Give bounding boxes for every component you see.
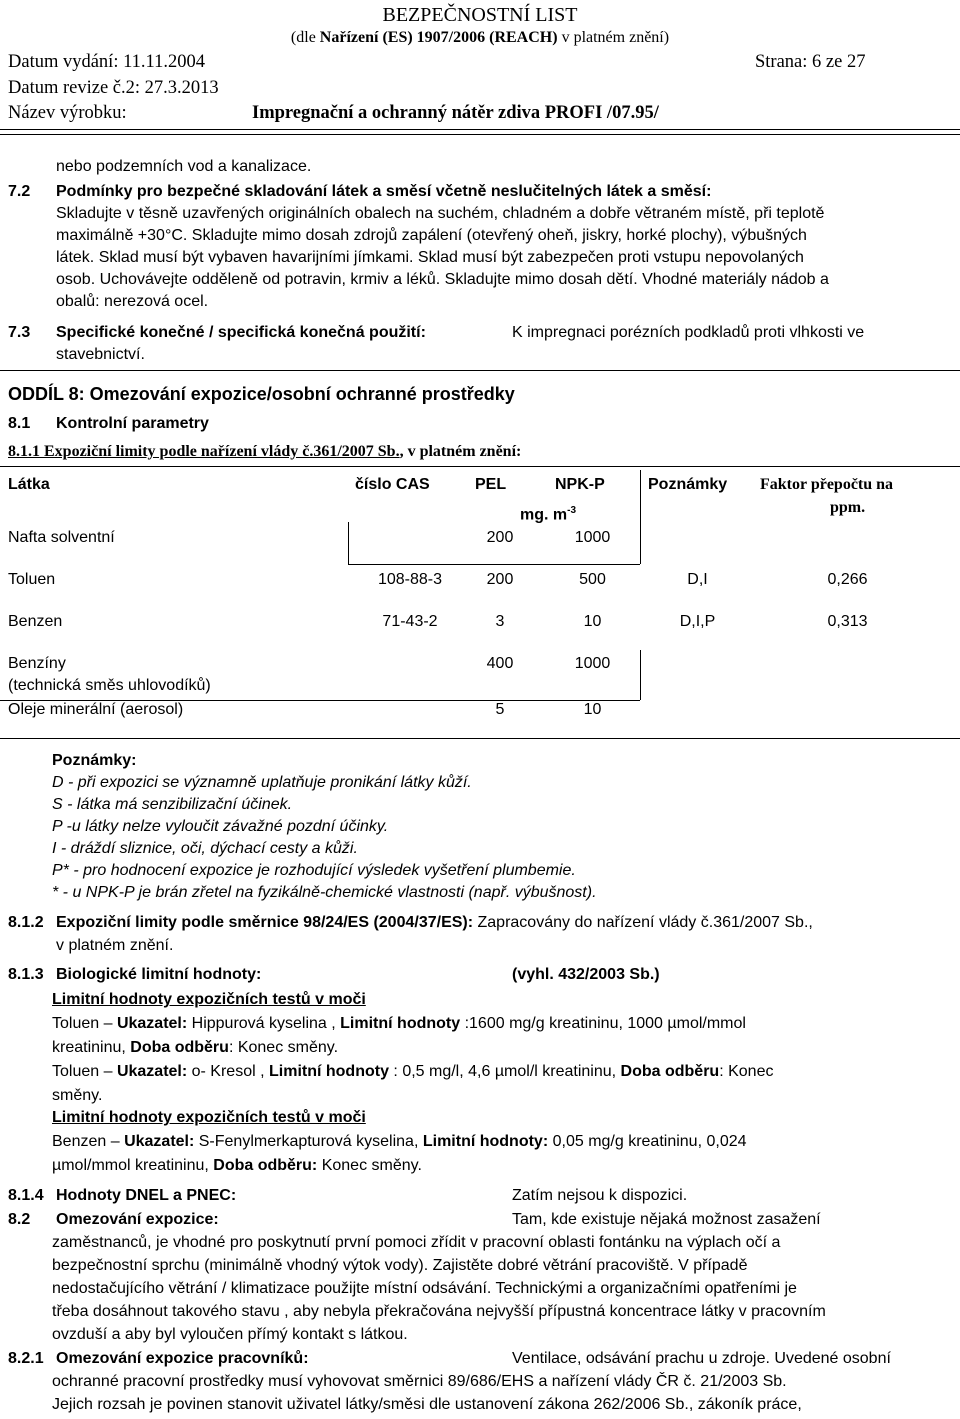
note-item: * - u NPK-P je brán zřetel na fyzikálně-chemické vlastnosti (např. výbušnost). [52,884,597,901]
table-row-substance: Oleje minerální (aerosol) [8,701,184,718]
note-item: S - látka má senzibilizační účinek. [52,796,293,813]
section-8-1-2-text-2: v platném znění. [56,937,174,954]
toluene-limit-2: Toluen – Ukazatel: o- Kresol , Limitní hodnoty : 0,5 mg/l, 4,6 µmol/l kreatininu, Doba odběru: Konec [52,1063,774,1080]
table-row-pel: 3 [495,613,505,630]
specific-use-cont: stavebnictví. [56,346,145,363]
table-row-npk: 1000 [574,655,611,672]
table-cell-border [640,650,641,700]
section-7-2-number: 7.2 [8,183,31,200]
benzene-limit: Benzen – Ukazatel: S-Fenylmerkapturová kyselina, Limitní hodnoty: 0,05 mg/g kreatininu, 0,024 [52,1133,747,1150]
page-number: Strana: 6 ze 27 [755,52,866,72]
table-bottom-rule [0,738,960,739]
col-header-cas: číslo CAS [355,476,430,493]
urine-tests-heading-2: Limitní hodnoty expozičních testů v moči [52,1109,366,1126]
table-row-pel: 5 [495,701,505,718]
table-row-substance: Benzíny [8,655,66,672]
col-header-factor: Faktor přepočtu na [760,476,894,493]
product-label: Název výrobku: [8,103,127,123]
table-row-substance-2: (technická směs uhlovodíků) [8,677,211,694]
table-row-substance: Nafta solventní [8,529,115,546]
section-rule [0,370,960,371]
section-8-1-number: 8.1 [8,415,31,432]
table-row-pel: 200 [486,571,514,588]
section-8-2-text-2: zaměstnanců, je vhodné pro poskytnutí první pomoci zřídit v pracovní oblasti fontánku na výplach očí a [52,1234,781,1251]
section-8-1-4-title: Hodnoty DNEL a PNEC: [56,1187,237,1204]
col-header-npk: NPK-P [555,476,605,493]
section-7-2-title: Podmínky pro bezpečné skladování látek a směsí včetně neslučitelných látek a směsí: [56,183,712,200]
section-7-3-number: 7.3 [8,324,31,341]
section-8-1-4-number: 8.1.4 [8,1187,44,1204]
col-header-notes: Poznámky [648,476,728,493]
product-name: Impregnační a ochranný nátěr zdiva PROFI /07.95/ [252,103,659,123]
section-8-2-text-5: třeba dosáhnout takového stavu , aby nebyla překračována nejvyšší přípustná koncentrace látky v pracovním [52,1303,826,1320]
section-8-1-4-value: Zatím nejsou k dispozici. [512,1187,688,1204]
col-header-factor-2: ppm. [829,499,866,516]
table-row-pel: 400 [486,655,514,672]
note-item: P -u látky nelze vyloučit závažné pozdní účinky. [52,818,389,835]
table-row-pel: 200 [486,529,514,546]
section-8-1-1-title: 8.1.1 Expoziční limity podle nařízení vlády č.361/2007 Sb., v platném znění: [8,443,522,460]
section-8-2-text-4: nedostačujícího větrání / klimatizace použijte místní odsávání. Technickými a organizačními opatřeními je [52,1280,797,1297]
section-8-2-1-text-3: Jejich rozsah je povinen stanovit uživatel látky/směsi dle ustanovení zákona 262/2006 Sb., zákoník práce, [52,1396,802,1413]
revision-date: Datum revize č.2: 27.3.2013 [8,78,219,98]
table-row-factor: 0,266 [827,571,868,588]
table-cell-border [640,470,641,564]
storage-text-1: Skladujte v těsně uzavřených originálních obalech na suchém, chladném a dobře větraném místě, při teplotě [56,205,825,222]
note-item: I - dráždí sliznice, oči, dýchací cesty a kůži. [52,840,358,857]
table-row-notes: D,I [687,571,708,588]
section-8-2-1-text-2: ochranné pracovní prostředky musí vyhovovat směrnici 89/686/EHS a nařízení vlády ČR č. 21/2003 Sb. [52,1373,787,1390]
section-8-2-1-text-1: Ventilace, odsávání prachu u zdroje. Uvedené osobní [512,1350,891,1367]
table-row-notes: D,I,P [679,613,716,630]
table-row-npk: 10 [583,701,602,718]
table-cell-border [348,522,349,564]
toluene-limit-1: Toluen – Ukazatel: Hippurová kyselina , Limitní hodnoty :1600 mg/g kreatininu, 1000 µmol/mmol [52,1015,746,1032]
section-8-2-text-1: Tam, kde existuje nějaká možnost zasažení [512,1211,821,1228]
urine-tests-heading: Limitní hodnoty expozičních testů v moči [52,991,366,1008]
section-8-2-title: Omezování expozice: [56,1211,219,1228]
section-7-3-title: Specifické konečné / specifická konečná použití: [56,324,426,341]
storage-text-5: obalů: nerezová ocel. [56,293,209,310]
table-row-npk: 10 [583,613,602,630]
section-8-1-3-title: Biologické limitní hodnoty: [56,966,262,983]
toluene-limit-1-cont: kreatininu, Doba odběru: Konec směny. [52,1039,339,1056]
table-top-rule [0,466,960,467]
issue-date: Datum vydání: 11.11.2004 [8,52,205,72]
table-row-npk: 500 [579,571,606,588]
header-rule [0,129,960,130]
note-item: D - při expozici se významně uplatňuje pronikání látky kůží. [52,774,472,791]
toluene-limit-2-cont: směny. [52,1087,103,1104]
section-8-2-number: 8.2 [8,1211,31,1228]
col-header-substance: Látka [8,476,50,493]
section-8-1-2-number: 8.1.2 [8,914,44,931]
section7-continuation: nebo podzemních vod a kanalizace. [56,158,312,175]
section-8-1-3-number: 8.1.3 [8,966,44,983]
document-title: BEZPEČNOSTNÍ LIST [382,4,578,26]
section-8-heading: ODDÍL 8: Omezování expozice/osobní ochranné prostředky [8,384,515,404]
section-8-1-2-text: Expoziční limity podle směrnice 98/24/ES (2004/37/ES): Zapracovány do nařízení vlády č.361/2007 Sb., [56,914,813,931]
section-8-2-text-6: ovzduší a aby byl vyloučen přímý kontakt s látkou. [52,1326,408,1343]
section-8-1-title: Kontrolní parametry [56,415,209,432]
table-row-factor: 0,313 [827,613,868,630]
table-row-cas: 108-88-3 [377,571,443,588]
col-header-pel: PEL [475,476,507,493]
table-row-substance: Toluen [8,571,56,588]
specific-use: K impregnaci porézních podkladů proti vlhkosti ve [512,324,865,341]
unit-label: mg. $m^{-3}$ [520,505,577,524]
benzene-limit-cont: µmol/mmol kreatininu, Doba odběru: Konec směny. [52,1157,422,1174]
header-rule-2 [0,134,960,135]
table-row-npk: 1000 [574,529,611,546]
storage-text-3: látek. Sklad musí být vybaven havarijními jímkami. Sklad musí být zabezpečen proti vstupu nepovolaných [56,249,804,266]
section-8-2-text-3: bezpečnostní sprchu (minimálně vhodný výtok vody). Zajistěte dobré větrání pracoviště. V případě [52,1257,748,1274]
table-row-cas: 71-43-2 [382,613,438,630]
section-8-2-1-title: Omezování expozice pracovníků: [56,1350,309,1367]
note-item: P* - pro hodnocení expozice je rozhodující výsledek vyšetření plumbemie. [52,862,576,879]
storage-text-4: osob. Uchovávejte odděleně od potravin, krmiv a léků. Skladujte mimo dosah dětí. Vhodné materiály nádob a [56,271,829,288]
table-row-rule [348,564,640,565]
storage-text-2: maximálně +30°C. Skladujte mimo dosah zdrojů zapálení (otevřený oheň, jiskry, horké plochy), výbušných [56,227,807,244]
notes-title: Poznámky: [52,752,137,769]
document-subtitle: (dle Nařízení (ES) 1907/2006 (REACH) v platném znění) [290,29,670,46]
section-8-2-1-number: 8.2.1 [8,1350,44,1367]
table-row-substance: Benzen [8,613,63,630]
section-8-1-3-ref: (vyhl. 432/2003 Sb.) [512,966,660,983]
